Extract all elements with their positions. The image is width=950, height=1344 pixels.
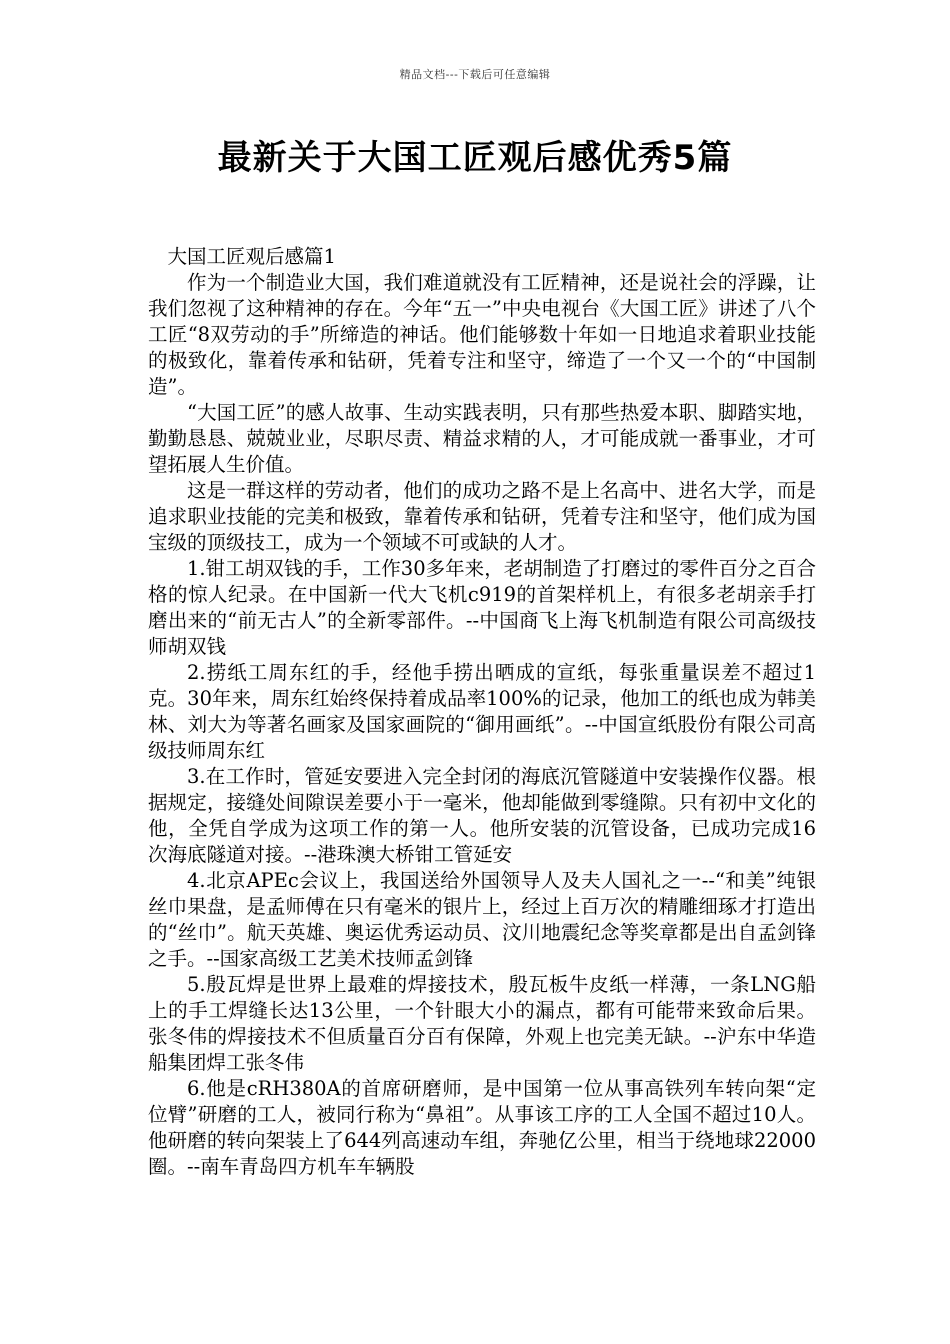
body-paragraph: 5.殷瓦焊是世界上最难的焊接技术，殷瓦板牛皮纸一样薄，一条LNG船上的手工焊缝长达13公里，一个针眼大小的漏点，都有可能带来致命后果。张冬伟的焊接技术不但质量百分百有保障，外观上也完美无缺。--沪东中华造船集团焊工张冬伟	[148, 973, 816, 1074]
body-paragraph: 1.钳工胡双钱的手，工作30多年来，老胡制造了打磨过的零件百分之百合格的惊人纪录。在中国新一代大飞机c919的首架样机上，有很多老胡亲手打磨出来的“前无古人”的全新零部件。--中国商飞上海飞机制造有限公司高级技师胡双钱	[148, 557, 816, 658]
section-heading: 大国工匠观后感篇1	[167, 245, 336, 268]
document-body	[148, 244, 816, 1180]
body-paragraph: 4.北京APEc会议上，我国送给外国领导人及夫人国礼之一--“和美”纯银丝巾果盘，是孟师傅在只有毫米的银片上，经过上百万次的精雕细琢才打造出的“丝巾”。航天英雄、奥运优秀运动员、汶川地震纪念等奖章都是出自孟剑锋之手。--国家高级工艺美术技师孟剑锋	[148, 869, 816, 970]
body-paragraph: 3.在工作时，管延安要进入完全封闭的海底沉管隧道中安装操作仪器。根据规定，接缝处间隙误差要小于一毫米，他却能做到零缝隙。只有初中文化的他，全凭自学成为这项工作的第一人。他所安装的沉管设备，已成功完成16次海底隧道对接。--港珠澳大桥钳工管延安	[148, 765, 816, 866]
body-paragraph: “大国工匠”的感人故事、生动实践表明，只有那些热爱本职、脚踏实地，勤勤恳恳、兢兢业业，尽职尽责、精益求精的人，才可能成就一番事业，才可望拓展人生价值。	[148, 401, 816, 476]
body-paragraph: 6.他是cRH380A的首席研磨师，是中国第一位从事高铁列车转向架“定位臂”研磨的工人，被同行称为“鼻祖”。从事该工序的工人全国不超过10人。他研磨的转向架装上了644列高速动车组，奔驰亿公里，相当于绕地球22000圈。--南车青岛四方机车车辆股	[148, 1077, 816, 1178]
body-paragraph: 作为一个制造业大国，我们难道就没有工匠精神，还是说社会的浮躁，让我们忽视了这种精神的存在。今年“五一”中央电视台《大国工匠》讲述了八个工匠“8双劳动的手”所缔造的神话。他们能够数十年如一日地追求着职业技能的极致化，靠着传承和钻研，凭着专注和坚守，缔造了一个又一个的“中国制造”。	[148, 271, 816, 398]
body-paragraph: 2.捞纸工周东红的手，经他手捞出晒成的宣纸，每张重量误差不超过1克。30年来，周东红始终保持着成品率100%的记录，他加工的纸也成为韩美林、刘大为等著名画家及国家画院的“御用画纸”。--中国宣纸股份有限公司高级技师周东红	[148, 661, 816, 762]
document-title: 最新关于大国工匠观后感优秀5篇	[217, 138, 733, 178]
body-paragraph: 这是一群这样的劳动者，他们的成功之路不是上名高中、进名大学，而是追求职业技能的完美和极致，靠着传承和钻研，凭着专注和坚守，他们成为国宝级的顶级技工，成为一个领域不可或缺的人才。	[148, 479, 816, 554]
header-note: 精品文档---下载后可任意编辑	[399, 68, 551, 81]
